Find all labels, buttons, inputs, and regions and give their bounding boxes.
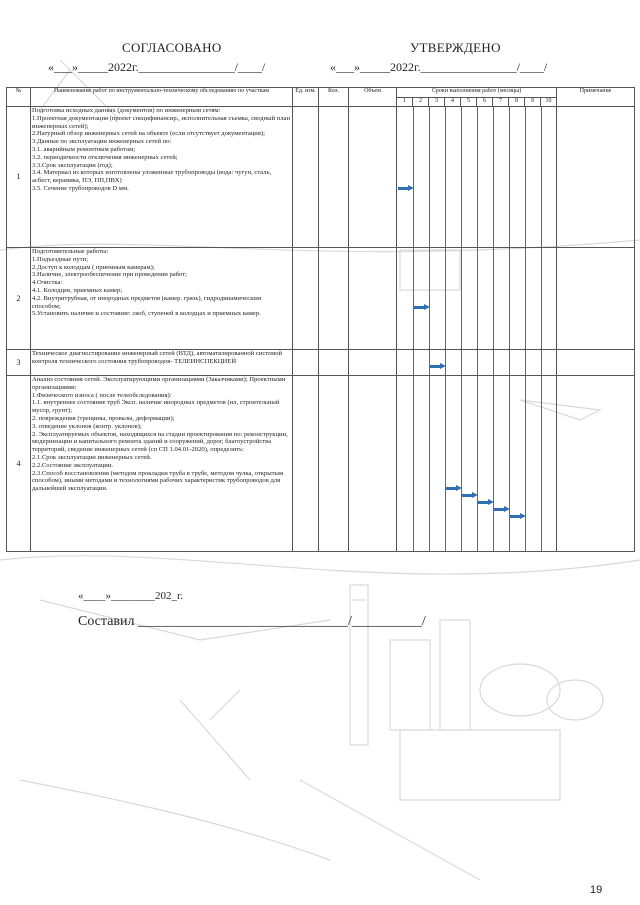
schedule-arrow bbox=[494, 506, 510, 513]
description-line: 4.Очистка: bbox=[32, 279, 63, 287]
qty-cell bbox=[319, 248, 349, 350]
row-number: 1 bbox=[7, 107, 31, 248]
approved-signature-line: «___»_____2022г.________________/____/ bbox=[330, 60, 548, 74]
month-divider bbox=[493, 248, 494, 349]
table-header-row bbox=[7, 88, 635, 98]
month-divider bbox=[477, 350, 478, 375]
description-line: 2.2.Состояние эксплуатации. bbox=[32, 461, 114, 469]
row-number: 4 bbox=[7, 376, 31, 552]
month-divider bbox=[461, 376, 462, 551]
col-name-header: Наименование работ по инструментально-техническому обследованию по участкам bbox=[31, 88, 293, 107]
table-row bbox=[7, 248, 635, 350]
description-line: 3. отведение уклонов (контр. уклонов); bbox=[32, 422, 142, 430]
month-header: 1 bbox=[397, 98, 413, 107]
month-divider bbox=[461, 248, 462, 349]
qty-cell bbox=[319, 376, 349, 552]
description-line: Анализ состояния сетей. Эксплуатирующими организациями (Заказчиками); Проектными организациями: bbox=[32, 376, 286, 391]
month-divider bbox=[525, 376, 526, 551]
qty-cell bbox=[319, 107, 349, 248]
agreed-signature-line: «___»_____2022г.________________/____/ bbox=[48, 60, 266, 74]
month-divider bbox=[541, 350, 542, 375]
month-divider bbox=[525, 248, 526, 349]
col-qty-header: Кол. bbox=[319, 88, 349, 107]
schedule-arrow bbox=[446, 485, 462, 492]
qty-cell bbox=[319, 350, 349, 376]
description-line: 3.4. Материал из которых изготовлены уложенные трубопроводы (вода: чугун, сталь, асбест, керамика, ПЭ, ПП,ПВХ) bbox=[32, 169, 272, 185]
work-description bbox=[31, 376, 293, 552]
note-cell bbox=[557, 350, 635, 376]
month-divider bbox=[445, 107, 446, 247]
col-unit-header: Ед. изм. bbox=[293, 88, 319, 107]
description-line: Подготовительные работы: bbox=[32, 248, 109, 255]
month-header: 4 bbox=[445, 98, 461, 107]
description-line: 2.Натурный обзор инженерных сетей на объекте (если отсутствует документация); bbox=[32, 130, 265, 138]
month-divider bbox=[429, 107, 430, 247]
description-line: 2. Эксплуатируемых объектов, находящихся на стадии проектирования по: реконструкции, модернизации и капитального ремонта зданий и сооружений, дорог, благоустройства территорий, сведение инженерных сетей (сп СП 1.04.01-2020), определить: bbox=[32, 430, 288, 454]
schedule-arrow bbox=[462, 492, 478, 499]
schedule-arrow bbox=[398, 185, 414, 192]
month-divider bbox=[493, 350, 494, 375]
schedule-arrow bbox=[414, 304, 430, 311]
arrow-head-icon bbox=[456, 485, 462, 491]
work-description bbox=[31, 107, 293, 248]
month-divider bbox=[493, 376, 494, 551]
work-description bbox=[31, 248, 293, 350]
agreed-title: СОГЛАСОВАНО bbox=[122, 40, 222, 55]
month-divider bbox=[445, 248, 446, 349]
volume-cell bbox=[349, 350, 397, 376]
col-schedule-header: Сроки выполнения работ (месяцы) bbox=[397, 88, 557, 98]
schedule-cell bbox=[397, 107, 557, 248]
arrow-head-icon bbox=[408, 185, 414, 191]
col-volume-header: Объем bbox=[349, 88, 397, 107]
description-line: 3.3.Срок эксплуатации (год); bbox=[32, 161, 113, 169]
month-divider bbox=[541, 107, 542, 247]
description-line: 1.1. внутреннее состояние труб Эксп. наличие инородных предметов (ил, строительный мусор, грунт); bbox=[32, 399, 280, 415]
description-line: 5.Установить наличие и состояние: скоб, ступеней в колодцах и приемных камер. bbox=[32, 310, 261, 318]
col-note-header: Примечание bbox=[557, 88, 635, 107]
description-line: 2. повреждения (трещины, провалы, деформации); bbox=[32, 414, 175, 422]
month-header: 9 bbox=[525, 98, 541, 107]
month-divider bbox=[461, 350, 462, 375]
description-line: 1.Физического износа ( после телеобследования): bbox=[32, 391, 172, 399]
month-divider bbox=[525, 107, 526, 247]
approved-title: УТВЕРЖДЕНО bbox=[410, 40, 501, 55]
description-line: 3.Наличие, электрообеспечение при проведении работ; bbox=[32, 271, 187, 279]
volume-cell bbox=[349, 248, 397, 350]
table-body bbox=[7, 107, 635, 552]
note-cell bbox=[557, 248, 635, 350]
month-header: 7 bbox=[493, 98, 509, 107]
month-divider bbox=[413, 248, 414, 349]
col-number-header: № bbox=[7, 88, 31, 107]
month-divider bbox=[541, 376, 542, 551]
month-divider bbox=[429, 248, 430, 349]
row-number: 2 bbox=[7, 248, 31, 350]
schedule-cell bbox=[397, 248, 557, 350]
arrow-head-icon bbox=[520, 513, 526, 519]
arrow-head-icon bbox=[504, 506, 510, 512]
month-divider bbox=[477, 248, 478, 349]
description-line: 3.2. периодичности отключения инженерных сетей; bbox=[32, 153, 178, 161]
arrow-head-icon bbox=[440, 363, 446, 369]
month-divider bbox=[477, 107, 478, 247]
composed-by-line: Составил ______________________________/__________/ bbox=[78, 614, 426, 629]
page-number: 19 bbox=[590, 884, 603, 896]
month-divider bbox=[413, 107, 414, 247]
month-divider bbox=[461, 107, 462, 247]
description-line: 2.1.Срок эксплуатации инженерных сетей. bbox=[32, 453, 152, 461]
month-divider bbox=[525, 350, 526, 375]
row-number: 3 bbox=[7, 350, 31, 376]
month-divider bbox=[445, 376, 446, 551]
month-header: 5 bbox=[461, 98, 477, 107]
arrow-head-icon bbox=[488, 499, 494, 505]
unit-cell bbox=[293, 376, 319, 552]
month-header: 6 bbox=[477, 98, 493, 107]
description-line: 3.5. Сечение трубопроводов D мм. bbox=[32, 184, 129, 192]
month-divider bbox=[493, 107, 494, 247]
month-header: 2 bbox=[413, 98, 429, 107]
volume-cell bbox=[349, 376, 397, 552]
month-divider bbox=[541, 248, 542, 349]
schedule-cell bbox=[397, 350, 557, 376]
month-divider bbox=[509, 350, 510, 375]
schedule-arrow bbox=[478, 499, 494, 506]
schedule-arrow bbox=[430, 363, 446, 370]
month-header: 3 bbox=[429, 98, 445, 107]
description-line: 3.1. аварийным ремонтным работам; bbox=[32, 145, 136, 153]
description-line: 1.Подъездные пути; bbox=[32, 255, 89, 263]
month-divider bbox=[509, 376, 510, 551]
month-divider bbox=[413, 376, 414, 551]
month-divider bbox=[413, 350, 414, 375]
work-plan-table bbox=[6, 87, 635, 552]
table-row bbox=[7, 350, 635, 376]
work-description bbox=[31, 350, 293, 376]
note-cell bbox=[557, 107, 635, 248]
description-line: 2.3.Способ восстановления (методом прокладки труба в трубе, методом чулка, открытым способом), иными методами и технологиями рабочих характеристик трубопроводов для дальнейшей эксплуатации. bbox=[32, 469, 284, 493]
description-line: 3.Данные по эксплуатации инженерных сетей по: bbox=[32, 138, 172, 146]
unit-cell bbox=[293, 248, 319, 350]
footer-date-line: «____»________202_г. bbox=[78, 590, 184, 602]
description-line: 4.1. Колодцев, приемных камер; bbox=[32, 286, 123, 294]
month-divider bbox=[477, 376, 478, 551]
description-line: 1.Проектная документация (проект специфинансир., исполнительная съемка, сводный план инженерных сетей); bbox=[32, 114, 290, 130]
unit-cell bbox=[293, 350, 319, 376]
description-line: 4.2. Внутритрубная, от инородных предметов (камер. грязь), гидродинамическим способом; bbox=[32, 294, 262, 310]
schedule-arrow bbox=[510, 513, 526, 520]
volume-cell bbox=[349, 107, 397, 248]
month-divider bbox=[429, 376, 430, 551]
table-row bbox=[7, 107, 635, 248]
note-cell bbox=[557, 376, 635, 552]
description-line: 2.Доступ к колодцам ( приемным камерам); bbox=[32, 263, 155, 271]
month-divider bbox=[509, 248, 510, 349]
month-header: 8 bbox=[509, 98, 525, 107]
table-row bbox=[7, 376, 635, 552]
arrow-head-icon bbox=[424, 304, 430, 310]
month-divider bbox=[509, 107, 510, 247]
arrow-head-icon bbox=[472, 492, 478, 498]
unit-cell bbox=[293, 107, 319, 248]
description-line: Подготовка исходных данных (документов) по инженерным сетям: bbox=[32, 107, 221, 114]
schedule-cell bbox=[397, 376, 557, 552]
description-line: Техническое диагностирование инженерный сетей (ВТД), автоматизированной системой контроля технического состояния трубопроводов- ТЕЛЕИНСПЕКЦИЕЙ bbox=[32, 350, 283, 365]
month-header: 10 bbox=[541, 98, 557, 107]
